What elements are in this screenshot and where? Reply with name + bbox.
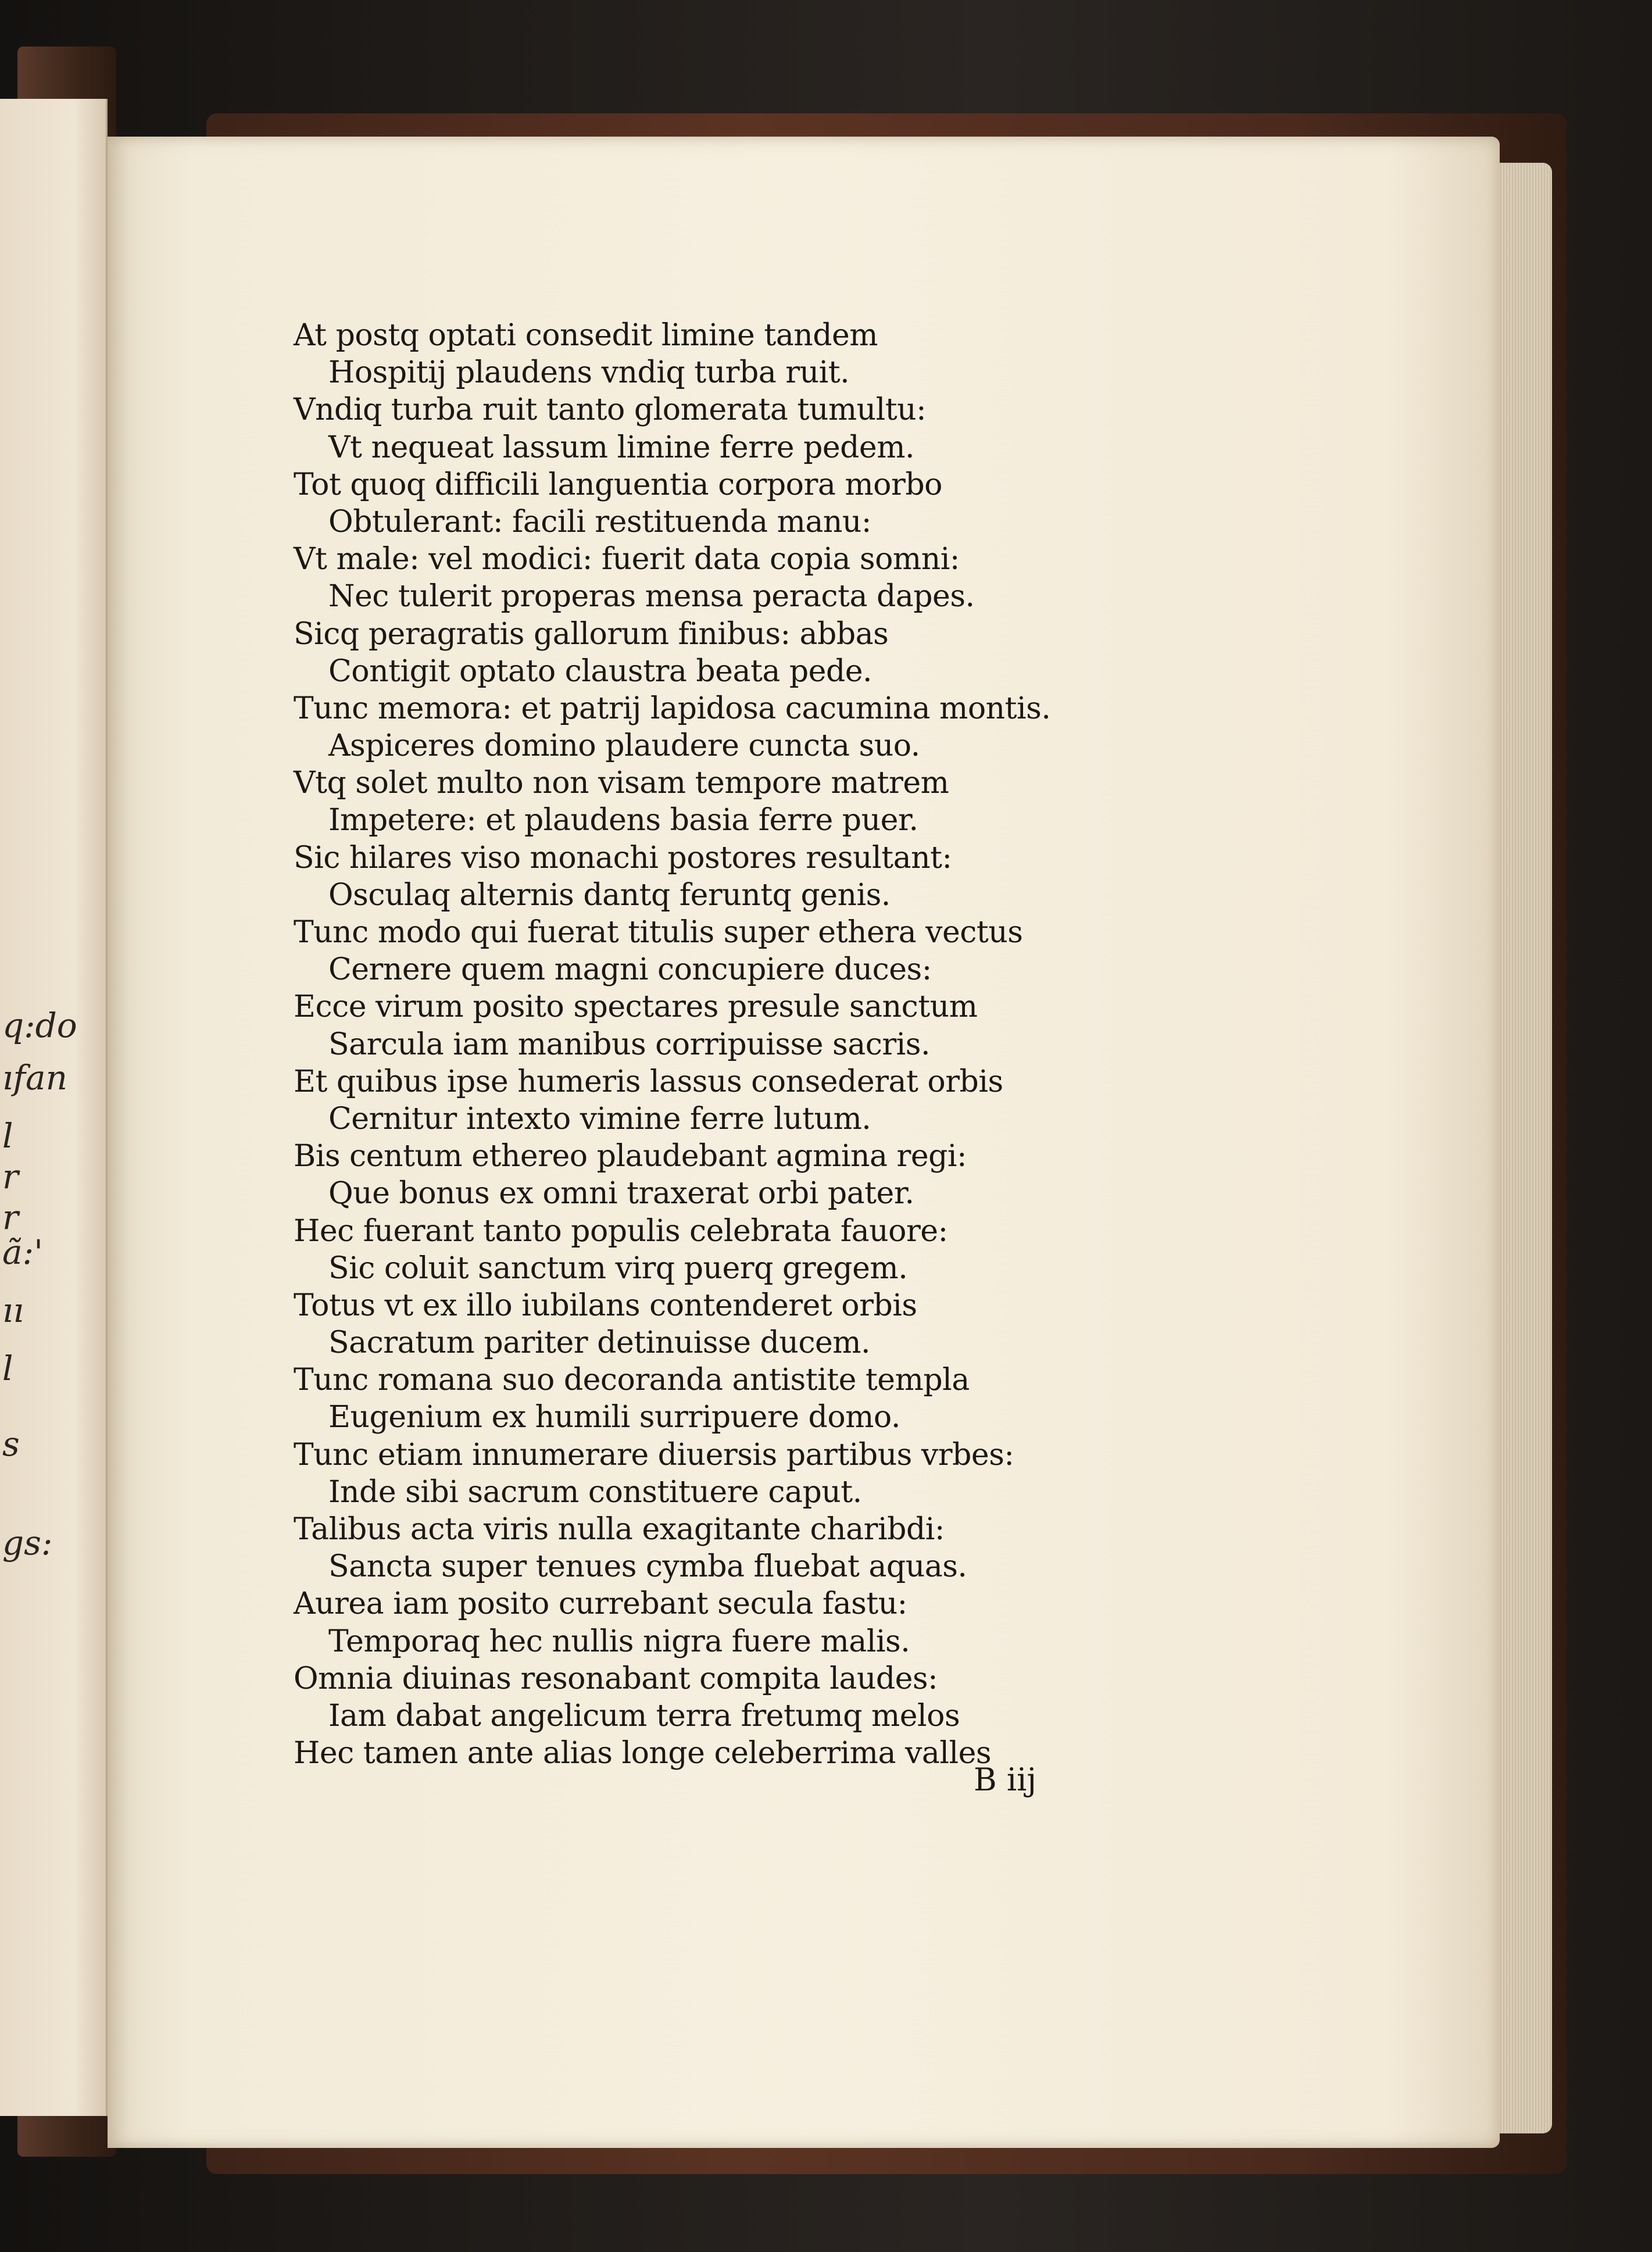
verse-line: Bis centum ethereo plaudebant agmina regi: [294,1139,967,1174]
left-page-fragment: s [2,1424,20,1464]
left-page [0,99,108,2116]
verse-line: Sancta super tenues cymba fluebat aquas. [328,1549,967,1585]
verse-line: Cernere quem magni concupiere duces: [328,952,932,988]
left-page-fragment: q:do [2,1006,77,1045]
verse-line: Et quibus ipse humeris lassus consederat orbis [294,1064,1003,1099]
verse-line: Aspiceres domino plaudere cuncta suo. [328,728,920,764]
left-page-fragment: gs: [2,1523,53,1563]
verse-line: Aurea iam posito currebant secula fastu: [294,1586,907,1622]
verse-line: Tunc modo qui fuerat titulis super ethera vectus [294,915,1023,950]
verse-line: Sicq peragratis gallorum finibus: abbas [294,616,889,652]
verse-line: Inde sibi sacrum constituere caput. [328,1474,862,1510]
verse-line: Impetere: et plaudens basia ferre puer. [328,803,918,838]
verse-line: Que bonus ex omni traxerat orbi pater. [328,1176,914,1211]
left-page-fragment: ã:' [2,1232,44,1272]
verse-line: Talibus acta viris nulla exagitante charibdi: [294,1512,945,1547]
signature-mark: B iij [974,1761,1037,1798]
verse-line: Tot quoq difficili languentia corpora morbo [294,467,942,502]
verse-line: At postq optati consedit limine tandem [294,318,878,353]
verse-line: Vt male: vel modici: fuerit data copia somni: [294,542,960,577]
verse-line: Vt nequeat lassum limine ferre pedem. [328,430,915,465]
verse-line: Osculaq alternis dantq feruntq genis. [328,877,891,913]
verse-line: Obtulerant: facili restituenda manu: [328,504,871,539]
verse-line: Ecce virum posito spectares presule sanctum [294,989,978,1025]
left-page-fragment: ıfan [2,1058,67,1098]
verse-line: Tunc etiam innumerare diuersis partibus vrbes: [294,1437,1014,1472]
verse-line: Cernitur intexto vimine ferre lutum. [328,1101,871,1136]
verse-line: Vtq solet multo non visam tempore matrem [294,766,949,801]
verse-line: Sarcula iam manibus corripuisse sacris. [328,1027,931,1062]
verse-line: Nec tulerit properas mensa peracta dapes. [328,579,975,614]
left-page-fragment: l [2,1349,13,1388]
verse-text-block [294,317,1282,1772]
verse-line: Hospitij plaudens vndiq turba ruit. [328,355,850,391]
verse-line: Sacratum pariter detinuisse ducem. [328,1325,871,1361]
left-page-fragment: r [2,1157,19,1196]
verse-line: Totus vt ex illo iubilans contenderet orbis [294,1288,917,1323]
verse-line: Omnia diuinas resonabant compita laudes: [294,1661,938,1696]
verse-line: Contigit optato claustra beata pede. [328,653,873,689]
verse-line: Iam dabat angelicum terra fretumq melos [328,1698,960,1733]
verse-line: Hec fuerant tanto populis celebrata fauore: [294,1213,948,1249]
verse-line: Vndiq turba ruit tanto glomerata tumultu: [294,392,927,428]
verse-line: Tunc memora: et patrij lapidosa cacumina montis. [294,691,1051,726]
recto-page [108,137,1500,2148]
verse-line: Sic hilares viso monachi postores resultant: [294,840,952,875]
verse-line: Tunc romana suo decoranda antistite templa [294,1363,970,1398]
verse-line: Eugenium ex humili surripuere domo. [328,1400,900,1435]
verse-line: Sic coluit sanctum virq puerq gregem. [328,1250,908,1286]
left-page-fragment: ıı [2,1291,24,1330]
left-page-fragment: l [2,1116,13,1156]
verse-line: Temporaq hec nullis nigra fuere malis. [328,1624,910,1659]
verse-line: Hec tamen ante alias longe celeberrima valles [294,1736,992,1771]
left-page-fragment: r [2,1198,19,1237]
